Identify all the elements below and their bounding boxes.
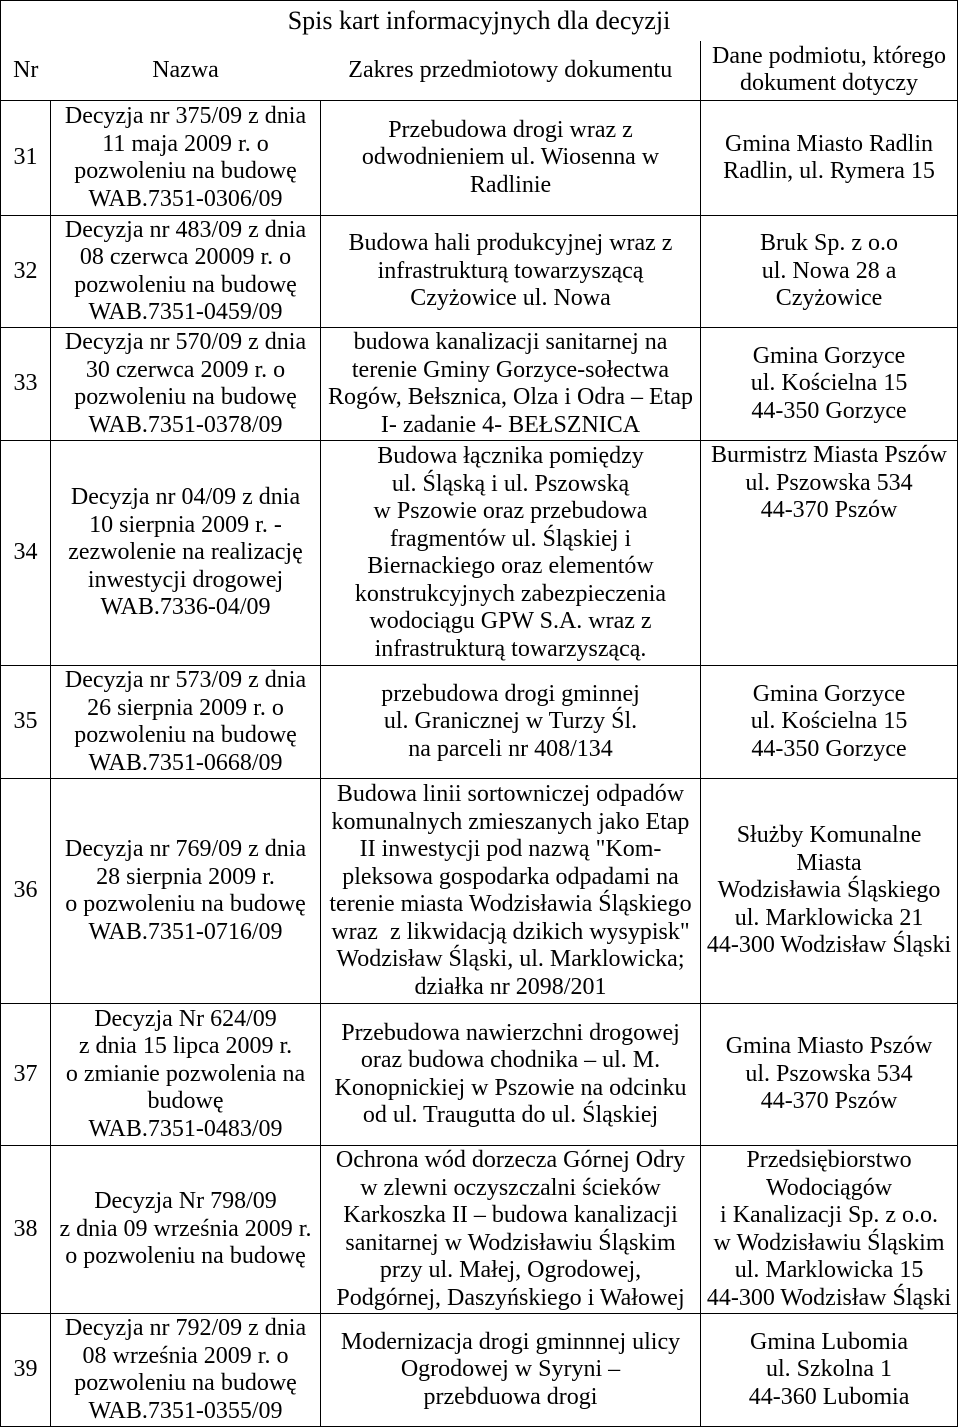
table-row xyxy=(1,216,958,328)
entity-line: Radlin, ul. Rymera 15 xyxy=(723,158,935,184)
scope-cell xyxy=(321,328,701,441)
scope-cell xyxy=(321,1004,701,1146)
scope-cell xyxy=(321,666,701,779)
entity-cell xyxy=(701,779,958,1004)
scope-line: od ul. Traugutta do ul. Śląskiej xyxy=(362,1102,659,1128)
entity-cell xyxy=(701,328,958,441)
entity-cell xyxy=(701,666,958,779)
scope-line: budowa kanalizacji sanitarnej na xyxy=(353,329,668,355)
scope-cell xyxy=(321,101,701,216)
scope-line: Czyżowice ul. Nowa xyxy=(410,285,611,312)
scope-line: oraz budowa chodnika – ul. M. xyxy=(360,1047,661,1073)
decision-name-line: zezwolenie na realizację xyxy=(68,539,303,566)
decision-name-line: pozwoleniu na budowę xyxy=(74,1370,297,1396)
entity-line: 44-350 Gorzyce xyxy=(751,735,907,762)
scope-line: w zlewni oczyszczalni ścieków xyxy=(360,1174,661,1201)
entity-line: Wodzisławia Śląskiego xyxy=(717,877,941,904)
decision-name-line: o zmianie pozwolenia na xyxy=(65,1060,306,1087)
scope-line: Przebudowa nawierzchni drogowej xyxy=(341,1019,680,1046)
decision-name-line: o pozwoleniu na budowę xyxy=(65,1243,306,1270)
entity-line: Miasta xyxy=(796,849,862,876)
entity-line: Gmina Lubomia xyxy=(750,1328,908,1355)
decision-name-cell xyxy=(51,666,321,779)
entity-cell xyxy=(701,216,958,328)
column-header-scope: Zakres przedmiotowy dokumentu xyxy=(321,41,701,101)
entity-line: ul. Szkolna 1 xyxy=(766,1356,893,1383)
row-number: 33 xyxy=(1,328,51,441)
decision-name-line: 30 czerwca 2009 r. o xyxy=(85,356,286,383)
scope-line: infrastrukturą towarzyszącą. xyxy=(374,635,647,662)
entity-line: ul. Nowa 28 a xyxy=(761,257,897,284)
table-row xyxy=(1,1004,958,1146)
scope-line: Karkoszka II – budowa kanalizacji xyxy=(343,1202,678,1228)
decision-name-cell xyxy=(51,328,321,441)
entity-cell xyxy=(701,101,958,216)
entity-line: ul. Marklowicka 21 xyxy=(734,904,924,931)
entity-line: ul. Pszowska 534 xyxy=(745,469,913,496)
scope-line: odwodnieniem ul. Wiosenna w xyxy=(361,144,660,171)
entity-line: 44-360 Lubomia xyxy=(748,1383,910,1410)
column-header-entity-line: Dane podmiotu, którego xyxy=(712,42,946,69)
decision-name-cell xyxy=(51,1004,321,1146)
scope-line: przebduowa drogi xyxy=(423,1383,598,1410)
table-row xyxy=(1,1314,958,1427)
scope-line: na parceli nr 408/134 xyxy=(408,735,613,762)
scope-line: Konopnickiej w Pszowie na odcinku xyxy=(334,1074,687,1101)
column-header-name: Nazwa xyxy=(51,41,321,101)
scope-line: wraz z likwidacją dzikich wysypisk" xyxy=(331,918,690,945)
entity-line: ul. Pszowska 534 xyxy=(745,1060,913,1087)
entity-line: 44-300 Wodzisław Śląski xyxy=(706,932,952,959)
scope-line: komunalnych zmieszanych jako Etap xyxy=(331,808,690,835)
table-row xyxy=(1,666,958,779)
header-row xyxy=(1,41,958,101)
entity-line: Służby Komunalne xyxy=(736,822,922,849)
scope-line: ul. Granicznej w Turzy Śl. xyxy=(383,708,638,735)
scope-line: fragmentów ul. Śląskiej i xyxy=(389,525,632,552)
entity-line: 44-350 Gorzyce xyxy=(751,397,907,424)
scope-line: Przebudowa drogi wraz z xyxy=(388,116,633,143)
column-header-entity-line: dokument dotyczy xyxy=(740,70,918,97)
row-number: 36 xyxy=(1,779,51,1004)
entity-line: 44-300 Wodzisław Śląski xyxy=(706,1284,952,1311)
scope-line: terenie Gminy Gorzyce-sołectwa xyxy=(351,356,670,383)
table-row xyxy=(1,101,958,216)
entity-line: Bruk Sp. z o.o xyxy=(760,230,899,257)
scope-line: Biernackiego oraz elementów xyxy=(367,553,654,579)
table-row xyxy=(1,328,958,441)
entity-cell xyxy=(701,441,958,666)
decision-name-line: Decyzja nr 375/09 z dnia xyxy=(64,103,307,129)
decision-name-line: WAB.7351-0459/09 xyxy=(88,299,283,325)
decision-name-line: Decyzja nr 483/09 z dnia xyxy=(64,216,307,243)
decision-name-line: WAB.7351-0668/09 xyxy=(88,749,283,776)
column-header-nr: Nr xyxy=(1,41,51,101)
scope-line: przebudowa drogi gminnej xyxy=(381,680,640,707)
decision-name-line: WAB.7351-0378/09 xyxy=(88,411,283,438)
scope-cell xyxy=(321,1146,701,1314)
decision-name-line: Decyzja Nr 624/09 xyxy=(94,1005,277,1032)
scope-cell xyxy=(321,216,701,328)
decision-name-line: 26 sierpnia 2009 r. o xyxy=(87,694,284,721)
decision-name-line: Decyzja nr 769/09 z dnia xyxy=(64,836,307,862)
entity-line: Gmina Miasto Radlin xyxy=(725,130,934,157)
decision-name-line: WAB.7351-0483/09 xyxy=(88,1115,283,1142)
decision-name-cell xyxy=(51,441,321,666)
scope-line: w Pszowie oraz przebudowa xyxy=(373,498,648,524)
scope-line: Ogrodowej w Syryni – xyxy=(400,1356,621,1383)
entity-line: ul. Kościelna 15 xyxy=(750,708,908,735)
title-row xyxy=(1,1,958,41)
table-row xyxy=(1,1146,958,1314)
scope-line: pleksowa gospodarka odpadami na xyxy=(342,863,679,890)
scope-line: działka nr 2098/201 xyxy=(414,973,607,1000)
entity-line: 44-370 Pszów xyxy=(760,497,898,523)
scope-cell xyxy=(321,1314,701,1427)
decision-name-line: z dnia 09 września 2009 r. xyxy=(59,1215,312,1242)
decision-name-line: 10 sierpnia 2009 r. - xyxy=(89,511,282,538)
row-number: 35 xyxy=(1,666,51,779)
row-number: 32 xyxy=(1,216,51,328)
decision-name-line: Decyzja nr 04/09 z dnia xyxy=(70,484,301,511)
table-body xyxy=(1,101,958,1427)
scope-cell xyxy=(321,779,701,1004)
decision-name-line: z dnia 15 lipca 2009 r. xyxy=(78,1033,293,1060)
scope-line: sanitarnej w Wodzisławiu Śląskim xyxy=(345,1229,676,1256)
scope-line: przy ul. Małej, Ogrodowej, xyxy=(379,1257,642,1283)
entity-cell xyxy=(701,1314,958,1427)
decision-name-line: 08 września 2009 r. o xyxy=(82,1342,289,1369)
scope-line: infrastrukturą towarzyszącą xyxy=(377,257,644,284)
decision-name-line: Decyzja nr 570/09 z dnia xyxy=(64,329,307,355)
row-number: 38 xyxy=(1,1146,51,1314)
scope-line: Budowa linii sortowniczej odpadów xyxy=(336,781,685,807)
scope-line: Wodzisław Śląski, ul. Marklowicka; xyxy=(336,946,685,972)
scope-line: Radlinie xyxy=(469,171,552,198)
decision-name-line: WAB.7351-0716/09 xyxy=(88,918,283,945)
decision-name-line: Decyzja nr 792/09 z dnia xyxy=(64,1315,307,1341)
row-number: 34 xyxy=(1,441,51,666)
decision-name-line: pozwoleniu na budowę xyxy=(74,158,297,184)
decision-name-line: budowę xyxy=(147,1088,224,1115)
entity-line: ul. Marklowicka 15 xyxy=(734,1257,924,1283)
decision-name-line: inwestycji drogowej xyxy=(87,566,284,593)
entity-line: Gmina Miasto Pszów xyxy=(725,1033,933,1060)
entity-line: Burmistrz Miasta Pszów xyxy=(711,442,948,468)
scope-cell xyxy=(321,441,701,666)
decision-name-line: pozwoleniu na budowę xyxy=(74,722,297,748)
decision-name-line: Decyzja Nr 798/09 xyxy=(94,1188,277,1215)
scope-line: Modernizacja drogi gminnnej ulicy xyxy=(340,1328,681,1355)
scope-line: II inwestycji pod nazwą "Kom- xyxy=(359,836,662,862)
decision-name-line: WAB.7351-0355/09 xyxy=(88,1397,283,1424)
scope-line: Podgórnej, Daszyńskiego i Wałowej xyxy=(336,1284,685,1311)
document-title: Spis kart informacyjnych dla decyzji xyxy=(1,1,958,41)
scope-line: Ochrona wód dorzecza Górnej Odry xyxy=(335,1147,686,1173)
row-number: 31 xyxy=(1,101,51,216)
decision-name-cell xyxy=(51,216,321,328)
decision-name-cell xyxy=(51,779,321,1004)
decision-name-line: Decyzja nr 573/09 z dnia xyxy=(64,667,307,693)
row-number: 37 xyxy=(1,1004,51,1146)
table-row xyxy=(1,779,958,1004)
scope-line: I- zadanie 4- BEŁSZNICA xyxy=(380,411,641,438)
decision-name-cell xyxy=(51,1314,321,1427)
decision-name-line: WAB.7351-0306/09 xyxy=(88,185,283,212)
entity-cell xyxy=(701,1146,958,1314)
entity-line: Przedsiębiorstwo xyxy=(746,1147,912,1173)
column-header-entity xyxy=(701,41,958,101)
scope-line: Budowa łącznika pomiędzy xyxy=(377,443,644,469)
scope-line: Budowa hali produkcyjnej wraz z xyxy=(348,230,673,257)
row-number: 39 xyxy=(1,1314,51,1427)
decision-name-line: 11 maja 2009 r. o xyxy=(102,130,269,157)
entity-line: w Wodzisławiu Śląskim xyxy=(713,1229,945,1256)
scope-line: ul. Śląską i ul. Pszowską xyxy=(391,470,630,497)
scope-line: terenie miasta Wodzisławia Śląskiego xyxy=(329,891,692,917)
decision-name-line: pozwoleniu na budowę xyxy=(74,271,297,298)
decision-name-cell xyxy=(51,1146,321,1314)
entity-cell xyxy=(701,1004,958,1146)
entity-line: i Kanalizacji Sp. z o.o. xyxy=(720,1202,938,1228)
entity-line: 44-370 Pszów xyxy=(760,1088,898,1115)
scope-line: Rogów, Bełsznica, Olza i Odra – Etap xyxy=(327,384,693,410)
table-row xyxy=(1,441,958,666)
scope-line: konstrukcyjnych zabezpieczenia xyxy=(354,580,667,607)
entity-line: Wodociągów xyxy=(766,1174,893,1201)
entity-line: Gmina Gorzyce xyxy=(752,342,906,369)
decision-name-line: pozwoleniu na budowę xyxy=(74,384,297,410)
decision-name-line: 28 sierpnia 2009 r. xyxy=(96,863,275,890)
decision-name-line: 08 czerwca 20009 r. o xyxy=(79,244,292,270)
decision-name-line: WAB.7336-04/09 xyxy=(100,594,271,621)
entity-line: ul. Kościelna 15 xyxy=(750,370,908,397)
decision-name-line: o pozwoleniu na budowę xyxy=(65,891,306,917)
entity-line: Czyżowice xyxy=(775,285,883,312)
scope-line: wodociągu GPW S.A. wraz z xyxy=(369,608,652,634)
entity-line: Gmina Gorzyce xyxy=(752,680,906,707)
decision-name-cell xyxy=(51,101,321,216)
